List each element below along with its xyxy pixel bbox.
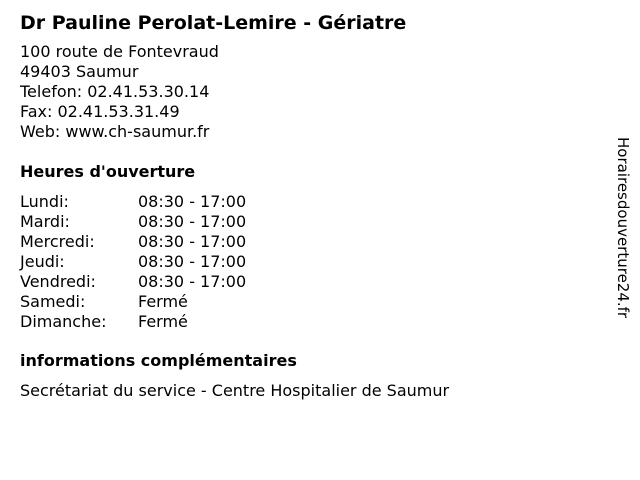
- fax-number: Fax: 02.41.53.31.49: [20, 102, 180, 121]
- address-city: 49403 Saumur: [20, 62, 139, 81]
- phone-number[interactable]: Telefon: 02.41.53.30.14: [20, 82, 210, 101]
- day-label: Jeudi:: [20, 252, 65, 271]
- day-label: Samedi:: [20, 292, 86, 311]
- hours-row-monday: [20, 192, 600, 212]
- hours-row-friday: [20, 272, 600, 292]
- time-value: 08:30 - 17:00: [138, 212, 247, 231]
- day-label: Lundi:: [20, 192, 69, 211]
- opening-hours-heading: Heures d'ouverture: [20, 162, 196, 181]
- day-label: Dimanche:: [20, 312, 107, 331]
- hours-row-wednesday: [20, 232, 600, 252]
- day-label: Vendredi:: [20, 272, 96, 291]
- additional-info-heading: informations complémentaires: [20, 351, 297, 370]
- day-label: Mercredi:: [20, 232, 95, 251]
- time-value: 08:30 - 17:00: [138, 232, 247, 251]
- hours-row-saturday: [20, 292, 600, 312]
- day-label: Mardi:: [20, 212, 70, 231]
- time-value: 08:30 - 17:00: [138, 272, 247, 291]
- website-link[interactable]: Web: www.ch-saumur.fr: [20, 122, 210, 141]
- additional-info-text: Secrétariat du service - Centre Hospitalier de Saumur: [20, 381, 450, 400]
- time-value: Fermé: [138, 312, 188, 331]
- time-value: Fermé: [138, 292, 188, 311]
- brand-watermark: Horairesdouverture24.fr: [614, 137, 632, 319]
- contact-block: [20, 42, 600, 142]
- page-title: Dr Pauline Perolat-Lemire - Gériatre: [20, 12, 407, 34]
- address-street: 100 route de Fontevraud: [20, 42, 219, 61]
- time-value: 08:30 - 17:00: [138, 252, 247, 271]
- hours-row-sunday: [20, 312, 600, 332]
- opening-hours-table: [20, 192, 600, 332]
- content-area: [20, 10, 600, 401]
- hours-row-thursday: [20, 252, 600, 272]
- time-value: 08:30 - 17:00: [138, 192, 247, 211]
- hours-row-tuesday: [20, 212, 600, 232]
